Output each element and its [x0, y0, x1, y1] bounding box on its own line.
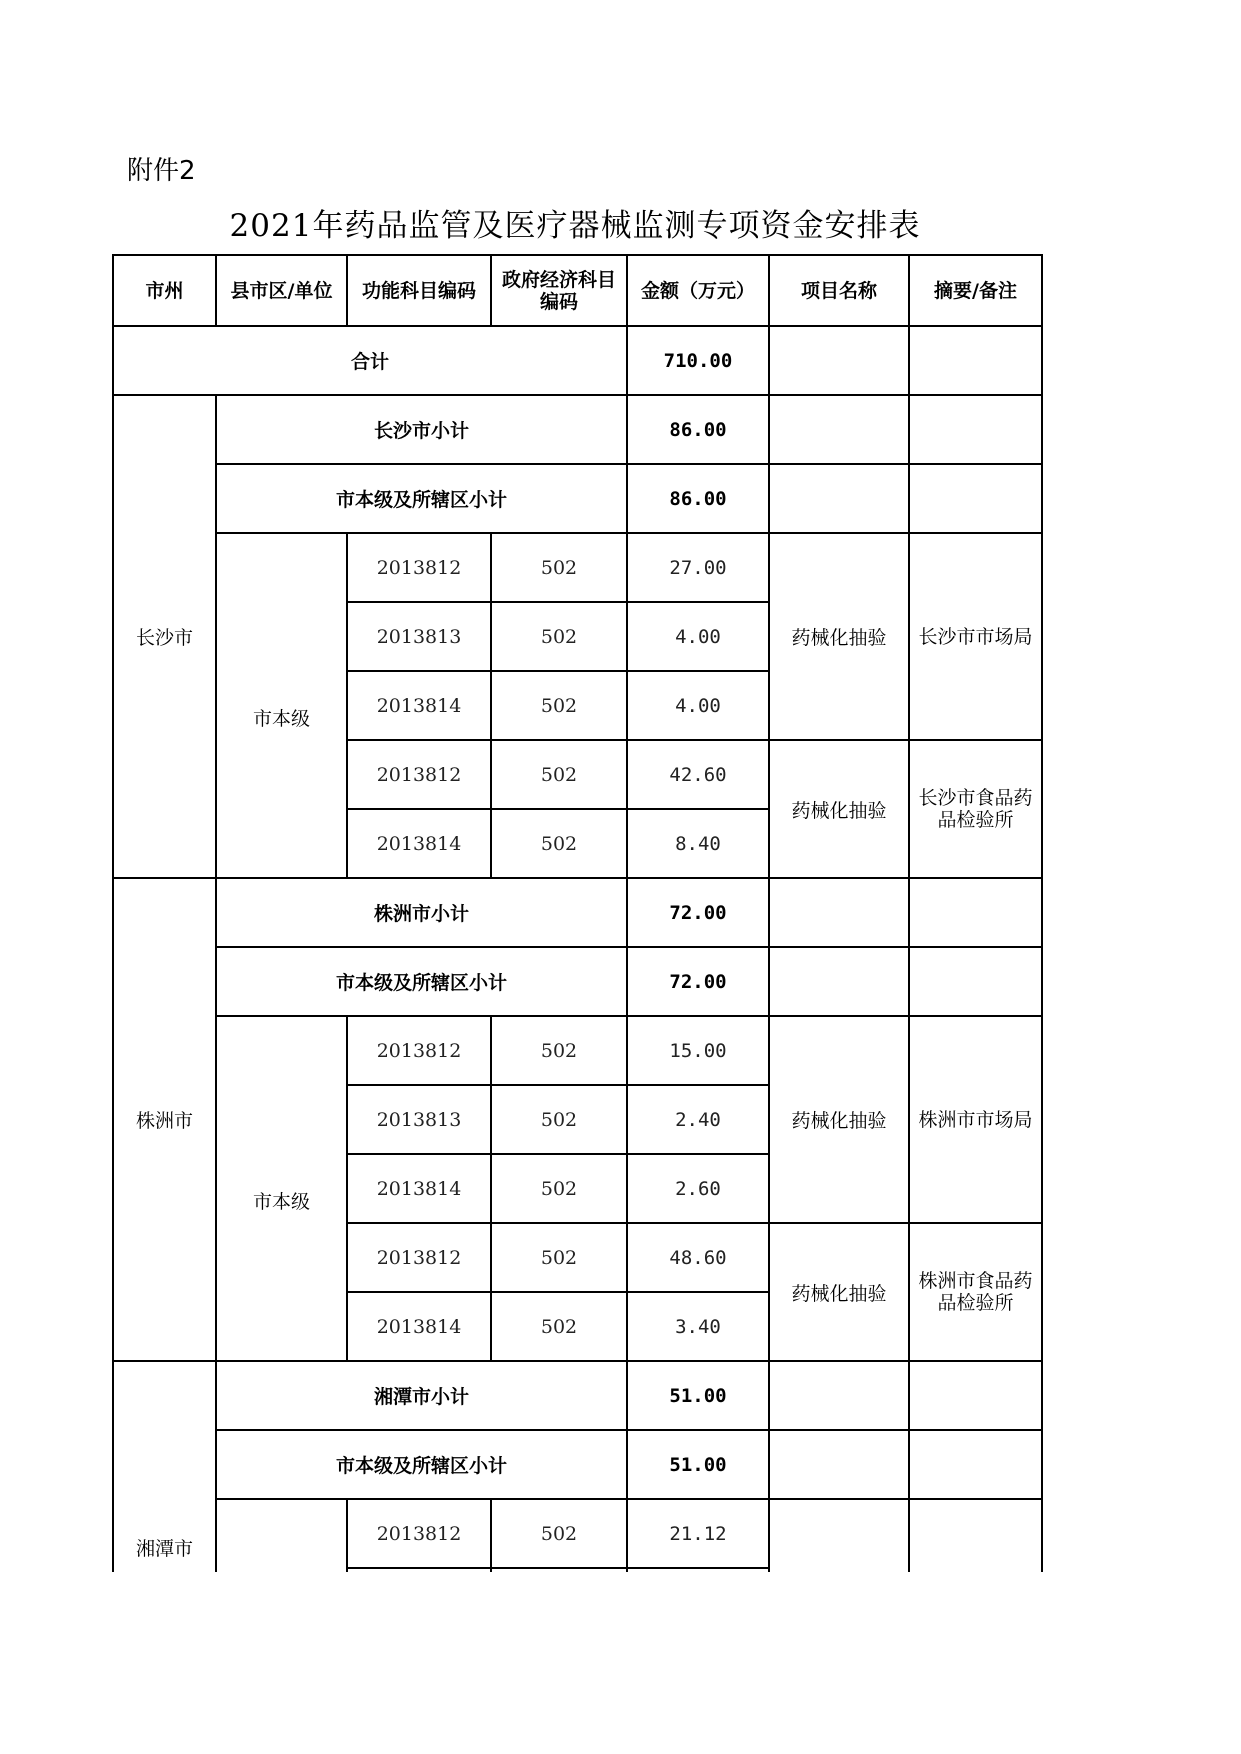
table-row [113, 1499, 1042, 1568]
project-name: 药械化抽验 [769, 1016, 909, 1223]
economic-code: 502 [491, 809, 627, 878]
funding-table [112, 254, 1043, 1572]
function-code: 2013813 [347, 602, 491, 671]
economic-code [491, 1568, 627, 1572]
empty-cell [769, 878, 909, 947]
amount: 27.00 [627, 533, 769, 602]
table-row [113, 1361, 1042, 1430]
amount: 48.60 [627, 1223, 769, 1292]
city-cell-changsha: 长沙市 [113, 395, 216, 878]
function-code: 2013812 [347, 1223, 491, 1292]
amount: 3.40 [627, 1292, 769, 1361]
empty-cell [769, 326, 909, 395]
amount: 4.00 [627, 602, 769, 671]
amount: 21.12 [627, 1499, 769, 1568]
table-row [113, 1430, 1042, 1499]
subtotal-amount: 86.00 [627, 395, 769, 464]
level-subtotal-label: 市本级及所辖区小计 [216, 464, 627, 533]
function-code: 2013814 [347, 1154, 491, 1223]
function-code [347, 1568, 491, 1572]
total-row [113, 326, 1042, 395]
project-name: 药械化抽验 [769, 533, 909, 740]
table-row [113, 533, 1042, 602]
header-project: 项目名称 [769, 255, 909, 326]
empty-cell [909, 464, 1042, 533]
level-subtotal-amount: 86.00 [627, 464, 769, 533]
funding-table-container [112, 254, 1047, 1572]
total-amount: 710.00 [627, 326, 769, 395]
level-subtotal-amount: 51.00 [627, 1430, 769, 1499]
economic-code: 502 [491, 1223, 627, 1292]
unit-cell: 市本级 [216, 1016, 347, 1361]
project-name: 药械化抽验 [769, 740, 909, 878]
level-subtotal-label: 市本级及所辖区小计 [216, 947, 627, 1016]
subtotal-label: 长沙市小计 [216, 395, 627, 464]
amount: 2.40 [627, 1085, 769, 1154]
function-code: 2013812 [347, 1016, 491, 1085]
subtotal-amount: 72.00 [627, 878, 769, 947]
empty-cell [909, 326, 1042, 395]
note: 长沙市市场局 [909, 533, 1042, 740]
project-name: 药械化抽验 [769, 1223, 909, 1361]
empty-cell [769, 395, 909, 464]
amount: 15.00 [627, 1016, 769, 1085]
subtotal-label: 株洲市小计 [216, 878, 627, 947]
economic-code: 502 [491, 533, 627, 602]
total-label: 合计 [113, 326, 627, 395]
empty-cell [769, 1361, 909, 1430]
city-cell-xiangtan: 湘潭市 [113, 1361, 216, 1572]
subtotal-label: 湘潭市小计 [216, 1361, 627, 1430]
amount: 8.40 [627, 809, 769, 878]
header-unit: 县市区/单位 [216, 255, 347, 326]
empty-cell [909, 947, 1042, 1016]
empty-cell [769, 1430, 909, 1499]
empty-cell [909, 878, 1042, 947]
table-row [113, 1016, 1042, 1085]
empty-cell [909, 1430, 1042, 1499]
header-amount: 金额（万元） [627, 255, 769, 326]
function-code: 2013812 [347, 1499, 491, 1568]
economic-code: 502 [491, 740, 627, 809]
empty-cell [769, 947, 909, 1016]
table-row [113, 395, 1042, 464]
header-economic-code: 政府经济科目编码 [491, 255, 627, 326]
note: 长沙市食品药品检验所 [909, 740, 1042, 878]
function-code: 2013814 [347, 671, 491, 740]
function-code: 2013812 [347, 533, 491, 602]
amount: 4.00 [627, 671, 769, 740]
unit-cell [216, 1499, 347, 1572]
empty-cell [909, 1361, 1042, 1430]
economic-code: 502 [491, 1085, 627, 1154]
function-code: 2013812 [347, 740, 491, 809]
page-title: 2021年药品监管及医疗器械监测专项资金安排表 [229, 208, 921, 244]
note: 株洲市食品药品检验所 [909, 1223, 1042, 1361]
table-row [113, 878, 1042, 947]
note: 株洲市市场局 [909, 1016, 1042, 1223]
table-row [113, 464, 1042, 533]
amount: 2.60 [627, 1154, 769, 1223]
economic-code: 502 [491, 1016, 627, 1085]
table-row [113, 947, 1042, 1016]
empty-cell [769, 464, 909, 533]
header-note: 摘要/备注 [909, 255, 1042, 326]
project-name [769, 1499, 909, 1572]
empty-cell [909, 395, 1042, 464]
economic-code: 502 [491, 1154, 627, 1223]
unit-cell: 市本级 [216, 533, 347, 878]
level-subtotal-label: 市本级及所辖区小计 [216, 1430, 627, 1499]
note [909, 1499, 1042, 1572]
function-code: 2013813 [347, 1085, 491, 1154]
attachment-label: 附件2 [127, 156, 196, 186]
economic-code: 502 [491, 671, 627, 740]
header-city: 市州 [113, 255, 216, 326]
table-header-row [113, 255, 1042, 326]
economic-code: 502 [491, 1292, 627, 1361]
amount: 42.60 [627, 740, 769, 809]
header-function-code: 功能科目编码 [347, 255, 491, 326]
function-code: 2013814 [347, 809, 491, 878]
economic-code: 502 [491, 602, 627, 671]
city-cell-zhuzhou: 株洲市 [113, 878, 216, 1361]
economic-code: 502 [491, 1499, 627, 1568]
function-code: 2013814 [347, 1292, 491, 1361]
subtotal-amount: 51.00 [627, 1361, 769, 1430]
level-subtotal-amount: 72.00 [627, 947, 769, 1016]
amount [627, 1568, 769, 1572]
